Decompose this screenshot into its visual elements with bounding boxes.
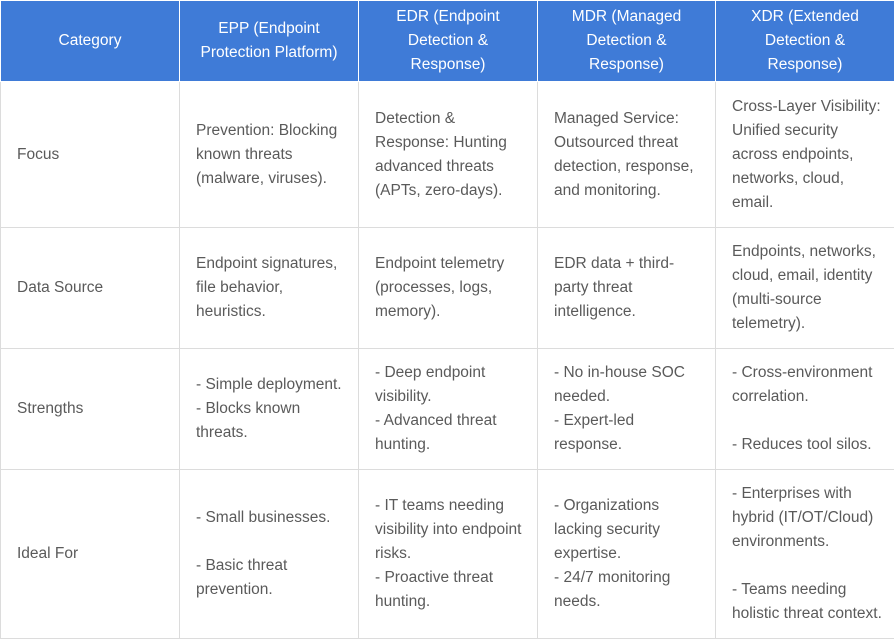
cell-text: - Blocks known threats.	[196, 397, 346, 445]
table-body	[1, 82, 894, 639]
cell-text: - Teams needing holistic threat context.	[732, 578, 882, 626]
cell-spacer	[196, 530, 346, 554]
cell-text: - Organizations lacking security expertise.	[554, 494, 703, 566]
cell-text: - Advanced threat hunting.	[375, 409, 525, 457]
cell-xdr	[716, 82, 894, 228]
cell-epp	[180, 470, 359, 639]
cell-text: - Small businesses.	[196, 506, 346, 530]
header-edr: EDR (Endpoint Detection & Response)	[359, 1, 538, 82]
cell-text: Endpoint signatures, file behavior, heuristics.	[196, 252, 346, 324]
header-category: Category	[1, 1, 180, 82]
header-xdr: XDR (Extended Detection & Response)	[716, 1, 894, 82]
cell-text: - Enterprises with hybrid (IT/OT/Cloud) environments.	[732, 482, 882, 554]
cell-edr	[359, 228, 538, 349]
cell-text: - Simple deployment.	[196, 373, 346, 397]
row-category: Ideal For	[1, 470, 180, 639]
cell-text: - Expert-led response.	[554, 409, 703, 457]
cell-xdr	[716, 228, 894, 349]
table-header	[1, 1, 894, 82]
cell-xdr	[716, 349, 894, 470]
cell-spacer	[732, 409, 882, 433]
cell-text: Cross-Layer Visibility: Unified security across endpoints, networks, cloud, email.	[732, 95, 882, 215]
cell-xdr	[716, 470, 894, 639]
cell-text: Endpoints, networks, cloud, email, identity (multi-source telemetry).	[732, 240, 882, 336]
row-category: Focus	[1, 82, 180, 228]
cell-epp	[180, 349, 359, 470]
table-row	[1, 82, 894, 228]
table-row	[1, 470, 894, 639]
cell-text: - Proactive threat hunting.	[375, 566, 525, 614]
cell-text: - Reduces tool silos.	[732, 433, 882, 457]
row-category: Strengths	[1, 349, 180, 470]
cell-spacer	[732, 554, 882, 578]
cell-epp	[180, 228, 359, 349]
cell-mdr	[538, 470, 716, 639]
header-row	[1, 1, 894, 82]
cell-text: Managed Service: Outsourced threat detection, response, and monitoring.	[554, 107, 703, 203]
cell-epp	[180, 82, 359, 228]
table-row	[1, 349, 894, 470]
cell-text: Prevention: Blocking known threats (malware, viruses).	[196, 119, 346, 191]
cell-text: - No in-house SOC needed.	[554, 361, 703, 409]
header-epp: EPP (Endpoint Protection Platform)	[180, 1, 359, 82]
cell-mdr	[538, 228, 716, 349]
cell-edr	[359, 349, 538, 470]
cell-text: - IT teams needing visibility into endpoint risks.	[375, 494, 525, 566]
header-mdr: MDR (Managed Detection & Response)	[538, 1, 716, 82]
cell-edr	[359, 470, 538, 639]
cell-mdr	[538, 82, 716, 228]
cell-text: - 24/7 monitoring needs.	[554, 566, 703, 614]
table-row	[1, 228, 894, 349]
cell-edr	[359, 82, 538, 228]
cell-text: Endpoint telemetry (processes, logs, memory).	[375, 252, 525, 324]
cell-text: - Deep endpoint visibility.	[375, 361, 525, 409]
cell-mdr	[538, 349, 716, 470]
cell-text: EDR data + third-party threat intelligence.	[554, 252, 703, 324]
cell-text: - Basic threat prevention.	[196, 554, 346, 602]
row-category: Data Source	[1, 228, 180, 349]
cell-text: Detection & Response: Hunting advanced threats (APTs, zero-days).	[375, 107, 525, 203]
cell-text: - Cross-environment correlation.	[732, 361, 882, 409]
